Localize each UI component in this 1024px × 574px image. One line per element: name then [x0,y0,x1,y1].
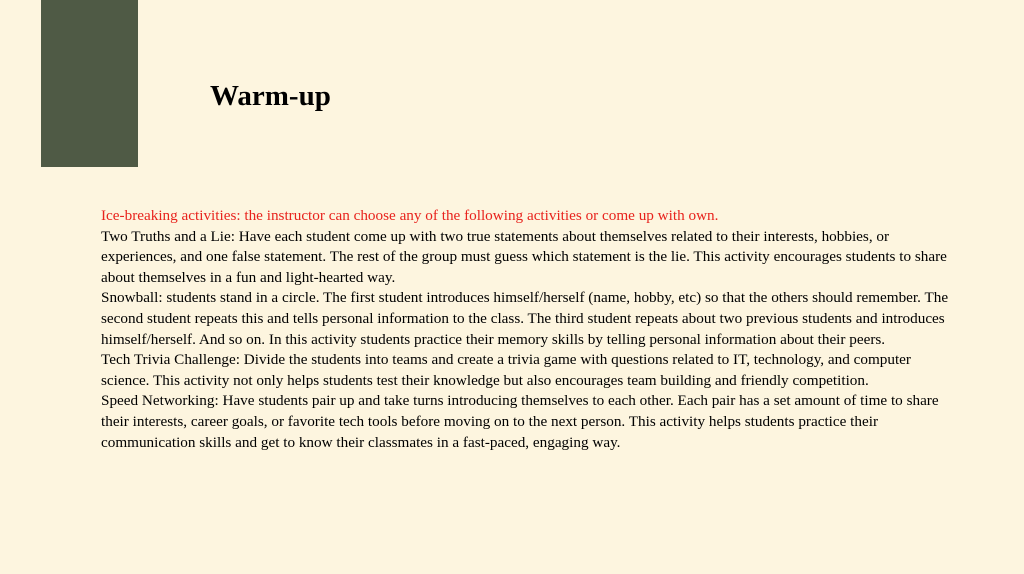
slide-body [101,206,951,453]
activity-speed-networking: Speed Networking: Have students pair up and take turns introducing themselves to each other. Each pair has a set amount of time to share their interests, career goals, or favorite tech tools before moving on to the next person. This activity helps students practice their communication skills and get to know their classmates in a fast-paced, engaging way. [101,392,939,451]
intro-text: Ice-breaking activities: the instructor can choose any of the following activities or come up with own. [101,207,719,224]
slide-title: Warm-up [210,80,331,112]
activity-two-truths: Two Truths and a Lie: Have each student come up with two true statements about themselves related to their interests, hobbies, or experiences, and one false statement. The rest of the group must guess which statement is the lie. This activity encourages students to share about themselves in a fun and light-hearted way. [101,227,947,286]
activity-tech-trivia: Tech Trivia Challenge: Divide the students into teams and create a trivia game with questions related to IT, technology, and computer science. This activity not only helps students test their knowledge but also encourages team building and friendly competition. [101,351,911,389]
accent-bar [41,0,138,167]
activity-snowball: Snowball: students stand in a circle. The first student introduces himself/herself (name, hobby, etc) so that the others should remember. The second student repeats this and tells personal information to the class. The third student repeats about two previous students and introduces himself/herself. And so on. In this activity students practice their memory skills by telling personal information about their peers. [101,289,949,348]
